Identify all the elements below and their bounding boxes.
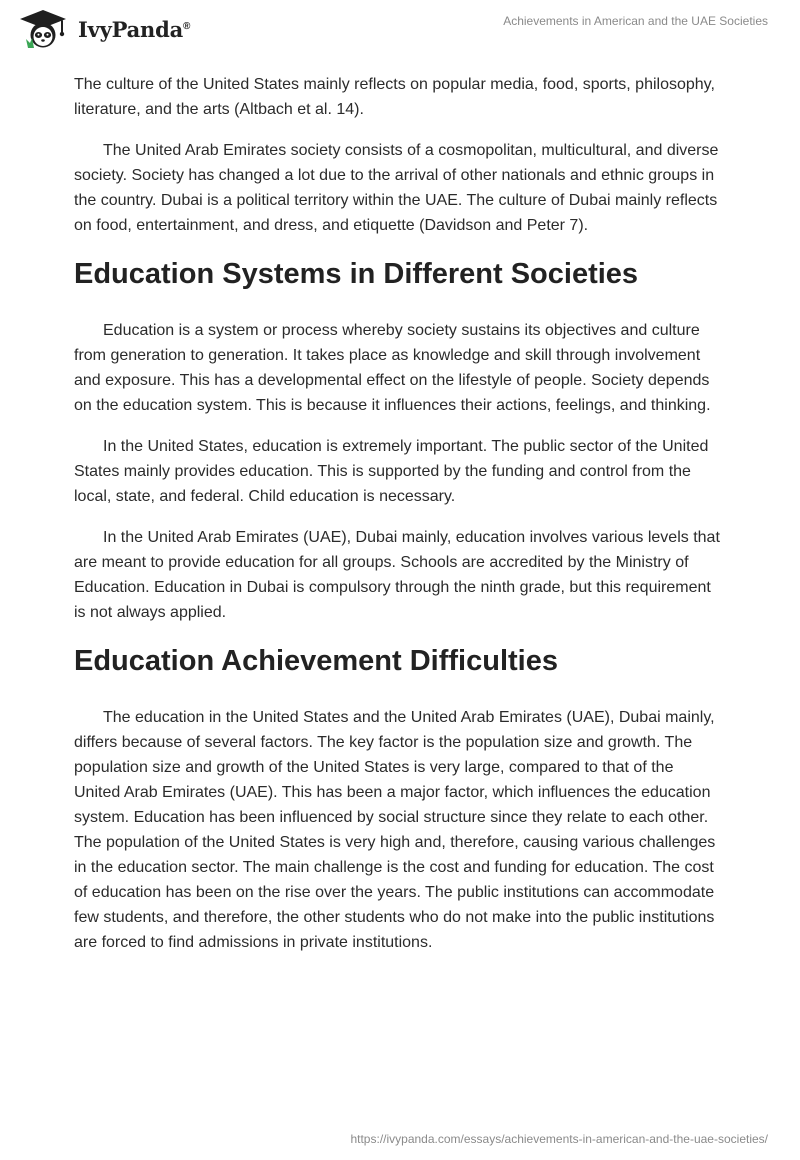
paragraph: Education is a system or process whereby society sustains its objectives and culture from generation to generation. It takes place as knowledge and skill through involvement and exposure. This has a developmental effect on the lifestyle of people. Society depends on the education system. This is because it influences their actions, feelings, and thinking. bbox=[74, 322, 711, 414]
paragraph: In the United Arab Emirates (UAE), Dubai mainly, education involves various levels that are meant to provide education for all groups. Schools are accredited by the Ministry of Education. Education in Dubai is compulsory through the ninth grade, but this requirement is not always applied. bbox=[74, 529, 720, 621]
essay-body bbox=[74, 72, 724, 971]
source-url[interactable]: https://ivypanda.com/essays/achievements-in-american-and-the-uae-societies/ bbox=[350, 1132, 768, 1146]
panda-graduate-icon bbox=[14, 8, 72, 50]
paragraph: The culture of the United States mainly reflects on popular media, food, sports, philosophy, literature, and the arts (Altbach et al. 14). bbox=[74, 76, 715, 118]
page-header bbox=[0, 0, 800, 70]
section-heading: Education Achievement Difficulties bbox=[74, 645, 558, 677]
paragraph: In the United States, education is extremely important. The public sector of the United States mainly provides education. This is supported by the funding and control from the local, state, and federal. Child education is necessary. bbox=[74, 438, 709, 505]
registered-mark: ® bbox=[183, 20, 191, 32]
paragraph: The education in the United States and the United Arab Emirates (UAE), Dubai mainly, differs because of several factors. The key factor is the population size and growth. The population size and growth of the United States is very large, compared to that of the United Arab Emirates (UAE). This has been a major factor, which influences the education system. Education has been influenced by social structure since they relate to each other. The population of the United States is very high and, therefore, causing various challenges in the education sector. The main challenge is the cost and funding for education. The cost of education has been on the rise over the years. The public institutions can accommodate few students, and therefore, the other students who do not make into the public institutions are forced to find admissions in private institutions. bbox=[74, 709, 716, 951]
paragraph: The United Arab Emirates society consists of a cosmopolitan, multicultural, and diverse society. Society has changed a lot due to the arrival of other nationals and ethnic groups in the country. Dubai is a political territory within the UAE. The culture of Dubai mainly reflects on food, entertainment, and dress, and etiquette (Davidson and Peter 7). bbox=[74, 142, 719, 234]
brand-name: IvyPanda® bbox=[78, 16, 191, 42]
section-heading: Education Systems in Different Societies bbox=[74, 258, 639, 290]
document-title: Achievements in American and the UAE Societies bbox=[503, 14, 768, 28]
brand-logo[interactable] bbox=[14, 8, 190, 50]
